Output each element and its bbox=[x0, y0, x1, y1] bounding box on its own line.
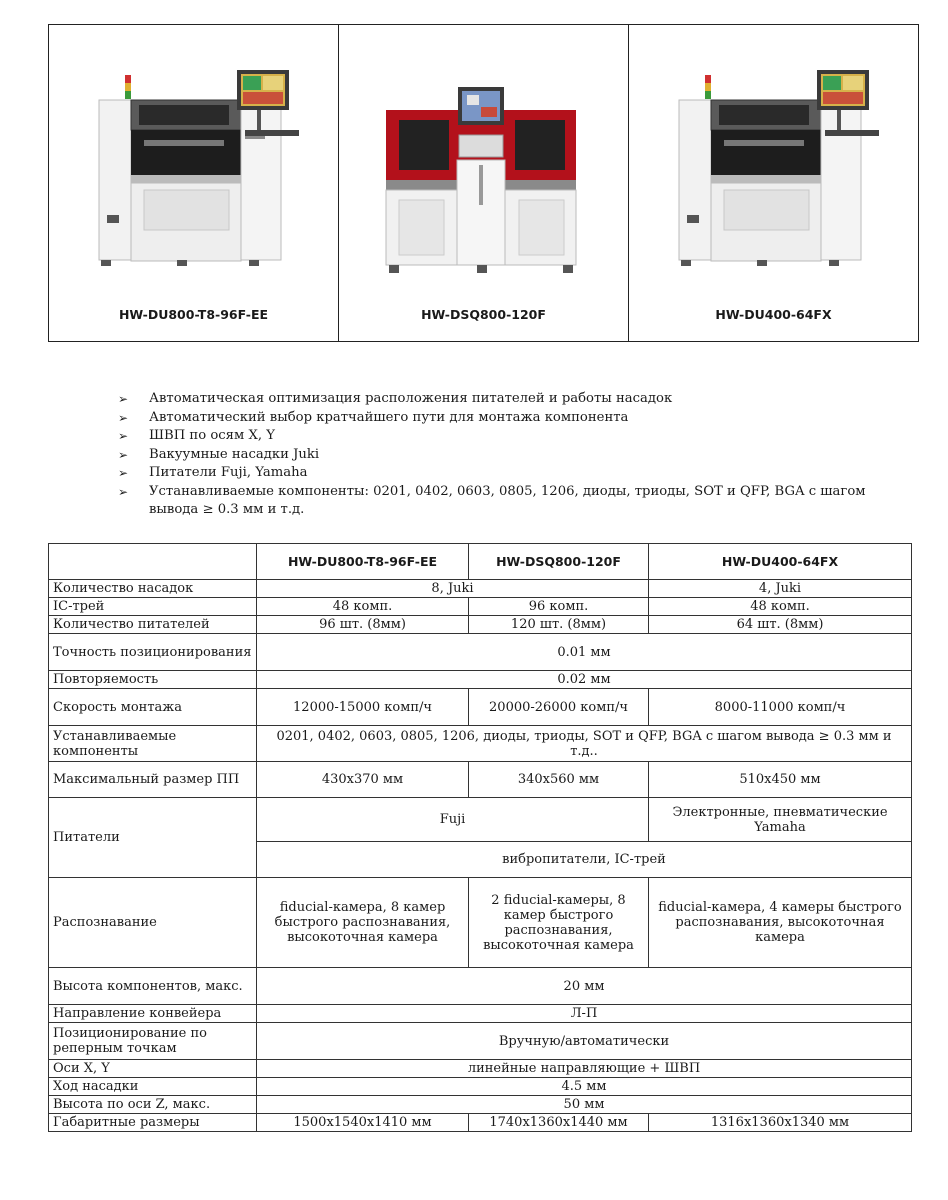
product-name: HW-DU400-64FX bbox=[715, 307, 832, 322]
header-cell: HW-DSQ800-120F bbox=[469, 544, 649, 580]
cell-value: Электронные, пневматические Yamaha bbox=[649, 798, 912, 842]
table-row bbox=[49, 762, 912, 798]
cell-value: 8, Juki bbox=[257, 580, 649, 598]
cell-value: 4.5 мм bbox=[257, 1078, 912, 1096]
row-label: Ход насадки bbox=[49, 1078, 257, 1096]
list-item bbox=[118, 464, 869, 483]
feature-text: ШВП по осям X, Y bbox=[149, 428, 275, 443]
cell-value: 120 шт. (8мм) bbox=[469, 616, 649, 634]
row-label: Количество насадок bbox=[49, 580, 257, 598]
cell-value: вибропитатели, IC-трей bbox=[257, 842, 912, 878]
cell-value: 430х370 мм bbox=[257, 762, 469, 798]
row-label: Направление конвейера bbox=[49, 1005, 257, 1023]
cell-value: 96 шт. (8мм) bbox=[257, 616, 469, 634]
row-label: Максимальный размер ПП bbox=[49, 762, 257, 798]
cell-value: 8000-11000 комп/ч bbox=[649, 689, 912, 726]
row-label: Высота по оси Z, макс. bbox=[49, 1096, 257, 1114]
table-row bbox=[49, 598, 912, 616]
row-label: Высота компонентов, макс. bbox=[49, 968, 257, 1005]
pick-and-place-machine-image bbox=[629, 25, 919, 295]
cell-value: Вручную/автоматически bbox=[257, 1023, 912, 1060]
header-cell: HW-DU400-64FX bbox=[649, 544, 912, 580]
table-row bbox=[49, 671, 912, 689]
cell-value: 4, Juki bbox=[649, 580, 912, 598]
cell-value: 48 комп. bbox=[257, 598, 469, 616]
product-card bbox=[49, 25, 339, 341]
cell-value: 96 комп. bbox=[469, 598, 649, 616]
cell-value: 1316х1360х1340 мм bbox=[649, 1114, 912, 1132]
header-cell: HW-DU800-T8-96F-EE bbox=[257, 544, 469, 580]
row-label: Скорость монтажа bbox=[49, 689, 257, 726]
list-item bbox=[118, 427, 869, 446]
header-cell bbox=[49, 544, 257, 580]
cell-value: 340х560 мм bbox=[469, 762, 649, 798]
row-label: Позиционирование по реперным точкам bbox=[49, 1023, 257, 1060]
table-row bbox=[49, 1060, 912, 1078]
spec-table bbox=[48, 543, 912, 1132]
table-row bbox=[49, 726, 912, 762]
cell-value: 0201, 0402, 0603, 0805, 1206, диоды, триоды, SOT и QFP, BGA с шагом вывода ≥ 0.3 мм и т.д.. bbox=[257, 726, 912, 762]
cell-value: 2 fiducial-камеры, 8 камер быстрого распознавания, высокоточная камера bbox=[469, 878, 649, 968]
cell-value: Fuji bbox=[257, 798, 649, 842]
row-label: Габаритные размеры bbox=[49, 1114, 257, 1132]
list-item bbox=[118, 390, 869, 409]
cell-value: 64 шт. (8мм) bbox=[649, 616, 912, 634]
product-card bbox=[629, 25, 918, 341]
table-row bbox=[49, 968, 912, 1005]
arrow-bullet-icon: ➢ bbox=[118, 466, 129, 480]
cell-value: 0.01 мм bbox=[257, 634, 912, 671]
table-row bbox=[49, 689, 912, 726]
row-label: Питатели bbox=[49, 798, 257, 878]
table-row bbox=[49, 1078, 912, 1096]
cell-value: 20 мм bbox=[257, 968, 912, 1005]
table-header-row bbox=[49, 544, 912, 580]
cell-value: 1740х1360х1440 мм bbox=[469, 1114, 649, 1132]
table-row bbox=[49, 1023, 912, 1060]
table-row bbox=[49, 580, 912, 598]
cell-value: Л-П bbox=[257, 1005, 912, 1023]
arrow-bullet-icon: ➢ bbox=[118, 429, 129, 443]
table-row bbox=[49, 798, 912, 842]
cell-value: линейные направляющие + ШВП bbox=[257, 1060, 912, 1078]
feature-text: Автоматическая оптимизация расположения питателей и работы насадок bbox=[149, 391, 673, 406]
feature-text: Устанавливаемые компоненты: 0201, 0402, 0603, 0805, 1206, диоды, триоды, SOT и QFP, BGA с шагом вывода ≥ 0.3 мм и т.д. bbox=[149, 483, 866, 517]
product-name: HW-DU800-T8-96F-EE bbox=[118, 307, 269, 322]
cell-value: 12000-15000 комп/ч bbox=[257, 689, 469, 726]
product-name: HW-DSQ800-120F bbox=[421, 307, 546, 322]
row-label: IC-трей bbox=[49, 598, 257, 616]
row-label: Повторяемость bbox=[49, 671, 257, 689]
table-row bbox=[49, 1096, 912, 1114]
list-item bbox=[118, 483, 869, 520]
cell-value: fiducial-камера, 8 камер быстрого распознавания, высокоточная камера bbox=[257, 878, 469, 968]
cell-value: 1500х1540х1410 мм bbox=[257, 1114, 469, 1132]
list-item bbox=[118, 409, 869, 428]
list-item bbox=[118, 446, 869, 465]
table-row bbox=[49, 634, 912, 671]
row-label: Точность позиционирования bbox=[49, 634, 257, 671]
feature-list bbox=[118, 390, 869, 520]
table-row bbox=[49, 616, 912, 634]
arrow-bullet-icon: ➢ bbox=[118, 447, 129, 462]
row-label: Количество питателей bbox=[49, 616, 257, 634]
pick-and-place-machine-image bbox=[49, 25, 343, 295]
feature-text: Питатели Fuji, Yamaha bbox=[149, 465, 308, 480]
feature-text: Автоматический выбор кратчайшего пути для монтажа компонента bbox=[149, 409, 629, 425]
product-card bbox=[339, 25, 629, 341]
table-row bbox=[49, 1114, 912, 1132]
cell-value: 50 мм bbox=[257, 1096, 912, 1114]
cell-value: 20000-26000 комп/ч bbox=[469, 689, 649, 726]
table-row bbox=[49, 878, 912, 968]
row-label: Оси X, Y bbox=[49, 1060, 257, 1078]
arrow-bullet-icon: ➢ bbox=[118, 392, 129, 406]
row-label: Распознавание bbox=[49, 878, 257, 968]
product-photos bbox=[48, 24, 919, 342]
table-row bbox=[49, 1005, 912, 1023]
cell-value: 0.02 мм bbox=[257, 671, 912, 689]
feature-text: Вакуумные насадки Juki bbox=[149, 446, 320, 462]
cell-value: fiducial-камера, 4 камеры быстрого распознавания, высокоточная камера bbox=[649, 878, 912, 968]
arrow-bullet-icon: ➢ bbox=[118, 484, 129, 499]
cell-value: 510х450 мм bbox=[649, 762, 912, 798]
cell-value: 48 комп. bbox=[649, 598, 912, 616]
arrow-bullet-icon: ➢ bbox=[118, 410, 129, 425]
pick-and-place-machine-image bbox=[339, 25, 625, 295]
row-label: Устанавливаемые компоненты bbox=[49, 726, 257, 762]
